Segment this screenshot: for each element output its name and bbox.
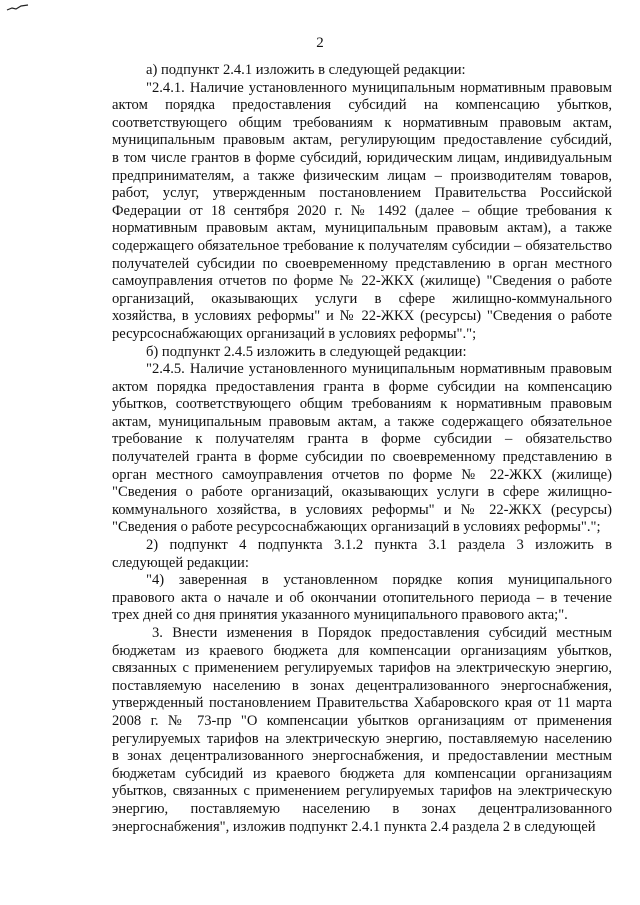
text-line: коммунального хозяйства, в условиях реформы" и № 22-ЖКХ (ресурсы) xyxy=(112,501,612,518)
paragraph xyxy=(112,537,612,572)
text-line: убытков, соответствующего общим требованиям к нормативным правовым xyxy=(112,396,612,413)
text-line: Федерации от 18 сентября 2020 г. № 1492 (далее – общие требования к xyxy=(112,202,612,219)
text-line: 3. Внести изменения в Порядок предоставления субсидий местным xyxy=(152,625,612,641)
paragraph xyxy=(112,361,612,537)
text-line: требование к получателям гранта в форме субсидии – обязательство xyxy=(112,431,612,448)
text-line: орган местного самоуправления отчетов по форме № 22-ЖКХ (жилище) xyxy=(112,466,612,483)
text-line: получателей субсидии по своевременному представлению в орган местного xyxy=(112,255,612,272)
text-line: "4) заверенная в установленном порядке копия муниципального xyxy=(146,572,612,589)
text-line: поставляемую населению в зонах децентрализованного энергоснабжения, xyxy=(112,677,612,694)
text-line: регулируемых тарифов на электрическую энергию, поставляемую населению xyxy=(112,730,612,747)
text-line: б) подпункт 2.4.5 изложить в следующей редакции: xyxy=(146,343,467,360)
text-line: "2.4.5. Наличие установленного муниципальным нормативным правовым xyxy=(146,361,612,378)
text-line: актом порядка предоставления гранта в форме субсидии на компенсацию xyxy=(112,378,612,395)
scan-mark-icon xyxy=(6,2,30,12)
text-line: соответствующего общим требованиям к нормативным правовым актам, xyxy=(112,114,612,131)
text-line: работ, услуг, утвержденным постановлением Правительства Российской xyxy=(112,185,612,202)
text-line: муниципальным правовым актам, регулирующим предоставление субсидий, xyxy=(112,132,612,149)
text-line: содержащего обязательное требование к получателям субсидии – обязательство xyxy=(112,237,612,254)
text-line: трех дней со дня принятия указанного муниципального правового акта;". xyxy=(112,607,568,624)
text-line: 2008 г. № 73-пр "О компенсации убытков организациям от применения xyxy=(112,712,612,729)
text-line: связанных с применением регулируемых тарифов на электрическую энергию, xyxy=(112,660,612,677)
text-line: бюджетам субсидий из краевого бюджета для компенсации организациям xyxy=(112,765,612,782)
page-number: 2 xyxy=(316,35,324,51)
paragraph xyxy=(112,80,612,344)
text-line: получателей гранта в форме субсидии по своевременному представлению в xyxy=(112,449,612,466)
text-line: энергию, поставляемую населению в зонах децентрализованного xyxy=(112,800,612,817)
text-line: актом порядка предоставления субсидий на компенсацию убытков, xyxy=(112,97,612,114)
text-line: актам, муниципальным правовым актам, а также содержащего обязательное xyxy=(112,413,612,430)
paragraph xyxy=(112,344,612,362)
text-line: убытков, связанных с применением регулируемых тарифов на электрическую xyxy=(112,783,612,800)
text-line: организаций, оказывающих услуги в сфере жилищно-коммунального xyxy=(112,290,612,307)
text-line: самоуправления отчетов по форме № 22-ЖКХ (жилище) "Сведения о работе xyxy=(112,273,612,290)
document-body xyxy=(112,62,612,836)
paragraph xyxy=(112,625,612,836)
text-line: в зонах децентрализованного энергоснабжения, и предоставлении местным xyxy=(112,748,612,765)
text-line: ресурсоснабжающих организаций в условиях реформы"."; xyxy=(112,325,477,342)
text-line: утвержденный постановлением Правительства Хабаровского края от 11 марта xyxy=(112,695,612,712)
text-line: в том числе грантов в форме субсидий, юридическим лицам, индивидуальным xyxy=(112,149,612,166)
text-line: следующей редакции: xyxy=(112,554,249,571)
text-line: бюджетам из краевого бюджета для компенсации организациям убытков, xyxy=(112,642,612,659)
text-line: "Сведения о работе ресурсоснабжающих организаций в условиях реформы"."; xyxy=(112,519,601,536)
text-line: нормативным правовым актам, муниципальным правовым актам), а также xyxy=(112,220,612,237)
text-line: 2) подпункт 4 подпункта 3.1.2 пункта 3.1 раздела 3 изложить в xyxy=(146,537,612,554)
text-line: а) подпункт 2.4.1 изложить в следующей редакции: xyxy=(146,62,466,78)
text-line: правового акта о начале и об окончании отопительного периода – в течение xyxy=(112,589,612,606)
text-line: хозяйства, в условиях реформы" и № 22-ЖКХ (ресурсы) "Сведения о работе xyxy=(112,308,612,325)
text-line: "2.4.1. Наличие установленного муниципальным нормативным правовым xyxy=(146,79,612,96)
text-line: "Сведения о работе организаций, оказывающих услуги в сфере жилищно- xyxy=(112,484,612,501)
text-line: предпринимателям, а также физическим лицам – производителям товаров, xyxy=(112,167,612,184)
text-line: энергоснабжения", изложив подпункт 2.4.1 пункта 2.4 раздела 2 в следующей xyxy=(112,818,596,835)
paragraph xyxy=(112,62,612,80)
paragraph xyxy=(112,572,612,625)
